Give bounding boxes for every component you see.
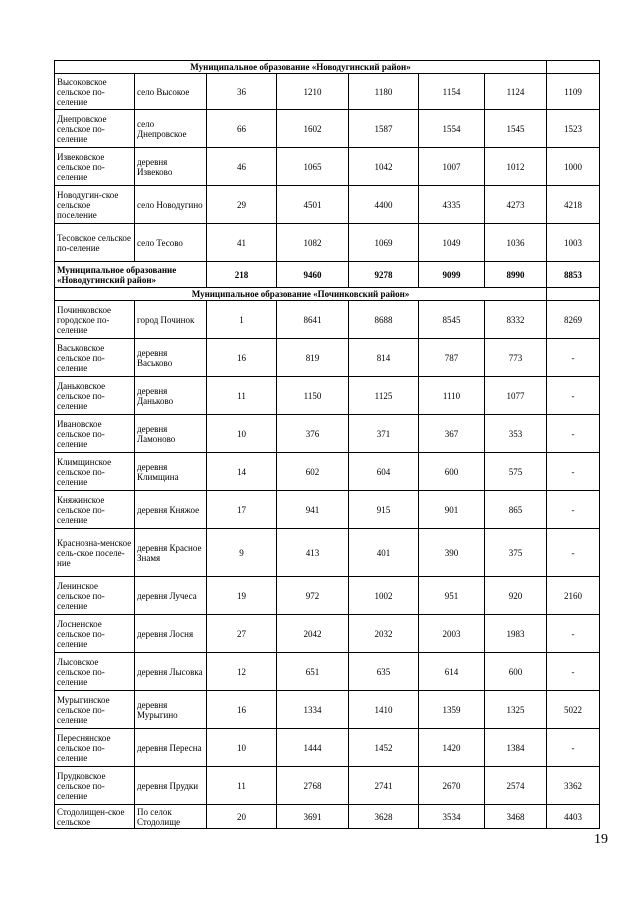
- settlement-name: Переснянское сельское по-селение: [55, 729, 135, 767]
- admin-center: деревня Васьково: [135, 339, 207, 377]
- value-v2: 1410: [349, 691, 419, 729]
- admin-center: село Новодугино: [135, 186, 207, 224]
- section-title: Муниципальное образование «Новодугинский район»: [55, 61, 547, 74]
- value-v5: -: [547, 415, 600, 453]
- value-v3: 951: [419, 577, 485, 615]
- value-v3: 4335: [419, 186, 485, 224]
- table-row: [55, 491, 600, 529]
- table-row: [55, 615, 600, 653]
- value-v5: 8269: [547, 301, 600, 339]
- value-v2: 3628: [349, 805, 419, 829]
- value-v5: -: [547, 453, 600, 491]
- value-v3: 787: [419, 339, 485, 377]
- value-v3: 1154: [419, 74, 485, 110]
- admin-center: деревня Лысовка: [135, 653, 207, 691]
- value-n: 14: [207, 453, 277, 491]
- settlement-name: Новодугин-ское сельское поселение: [55, 186, 135, 224]
- section-header-blank: [547, 288, 600, 301]
- admin-center: деревня Мурыгино: [135, 691, 207, 729]
- value-v2: 814: [349, 339, 419, 377]
- table-row: [55, 110, 600, 148]
- settlement-name: Климщинское сельское по-селение: [55, 453, 135, 491]
- table-row: [55, 453, 600, 491]
- total-v1: 9460: [277, 262, 349, 288]
- total-n: 218: [207, 262, 277, 288]
- admin-center: деревня Лосня: [135, 615, 207, 653]
- value-v4: 3468: [485, 805, 547, 829]
- table-row: [55, 577, 600, 615]
- page-number: 19: [594, 832, 608, 847]
- settlement-name: Мурыгинское сельское по-селение: [55, 691, 135, 729]
- table-row: [55, 529, 600, 577]
- value-v2: 1587: [349, 110, 419, 148]
- table-row: [55, 415, 600, 453]
- value-v5: 3362: [547, 767, 600, 805]
- settlement-name: Тесовское сельское по-селение: [55, 224, 135, 262]
- settlement-name: Извековское сельское по-селение: [55, 148, 135, 186]
- value-v3: 614: [419, 653, 485, 691]
- value-v3: 600: [419, 453, 485, 491]
- total-v2: 9278: [349, 262, 419, 288]
- value-v2: 371: [349, 415, 419, 453]
- section-title: Муниципальное образование «Починковский район»: [55, 288, 547, 301]
- admin-center: село Тесово: [135, 224, 207, 262]
- settlement-name: Васьковское сельское по-селение: [55, 339, 135, 377]
- value-v1: 1065: [277, 148, 349, 186]
- value-v4: 773: [485, 339, 547, 377]
- value-v5: 1003: [547, 224, 600, 262]
- value-n: 36: [207, 74, 277, 110]
- value-v4: 1983: [485, 615, 547, 653]
- value-v1: 1602: [277, 110, 349, 148]
- section-header-row: [55, 288, 600, 301]
- value-n: 29: [207, 186, 277, 224]
- value-v4: 1077: [485, 377, 547, 415]
- value-v5: 5022: [547, 691, 600, 729]
- value-v1: 941: [277, 491, 349, 529]
- value-n: 41: [207, 224, 277, 262]
- table-row: [55, 767, 600, 805]
- value-v3: 1049: [419, 224, 485, 262]
- admin-center: деревня Княжое: [135, 491, 207, 529]
- admin-center: село Днепровское: [135, 110, 207, 148]
- value-v2: 401: [349, 529, 419, 577]
- value-v2: 2741: [349, 767, 419, 805]
- value-v2: 915: [349, 491, 419, 529]
- value-v2: 1452: [349, 729, 419, 767]
- value-v5: -: [547, 615, 600, 653]
- admin-center: деревня Извеково: [135, 148, 207, 186]
- value-n: 16: [207, 339, 277, 377]
- value-n: 9: [207, 529, 277, 577]
- value-n: 20: [207, 805, 277, 829]
- value-v5: -: [547, 529, 600, 577]
- admin-center: деревня Даньково: [135, 377, 207, 415]
- total-row: [55, 262, 600, 288]
- value-v5: -: [547, 339, 600, 377]
- value-v3: 1007: [419, 148, 485, 186]
- admin-center: село Высокое: [135, 74, 207, 110]
- value-v3: 390: [419, 529, 485, 577]
- value-v1: 4501: [277, 186, 349, 224]
- table-row: [55, 691, 600, 729]
- value-v3: 1359: [419, 691, 485, 729]
- table-row: [55, 805, 600, 829]
- value-v3: 3534: [419, 805, 485, 829]
- settlement-name: Высоковское сельское по-селение: [55, 74, 135, 110]
- admin-center: деревня Прудки: [135, 767, 207, 805]
- settlement-name: Лысовское сельское по-селение: [55, 653, 135, 691]
- settlement-name: Днепровское сельское по-селение: [55, 110, 135, 148]
- value-v4: 575: [485, 453, 547, 491]
- value-v2: 635: [349, 653, 419, 691]
- value-v5: -: [547, 491, 600, 529]
- value-v4: 4273: [485, 186, 547, 224]
- admin-center: деревня Лучеса: [135, 577, 207, 615]
- admin-center: деревня Ламоново: [135, 415, 207, 453]
- value-v1: 602: [277, 453, 349, 491]
- value-v4: 1545: [485, 110, 547, 148]
- value-n: 16: [207, 691, 277, 729]
- total-v3: 9099: [419, 262, 485, 288]
- value-v3: 1554: [419, 110, 485, 148]
- value-v5: -: [547, 377, 600, 415]
- table-row: [55, 224, 600, 262]
- value-v1: 819: [277, 339, 349, 377]
- value-v3: 8545: [419, 301, 485, 339]
- value-v2: 2032: [349, 615, 419, 653]
- settlement-name: Княжинское сельское по-селение: [55, 491, 135, 529]
- value-v1: 1444: [277, 729, 349, 767]
- settlement-name: Краснозна-менское сель-ское поселе-ние: [55, 529, 135, 577]
- value-v2: 8688: [349, 301, 419, 339]
- settlement-name: Ивановское сельское по-селение: [55, 415, 135, 453]
- value-v4: 1384: [485, 729, 547, 767]
- value-v3: 2670: [419, 767, 485, 805]
- value-v1: 1150: [277, 377, 349, 415]
- settlement-name: Ленинское сельское по-селение: [55, 577, 135, 615]
- value-v5: 1109: [547, 74, 600, 110]
- value-v2: 1180: [349, 74, 419, 110]
- value-v5: 1000: [547, 148, 600, 186]
- value-v4: 2574: [485, 767, 547, 805]
- table-row: [55, 301, 600, 339]
- value-v3: 1110: [419, 377, 485, 415]
- value-v4: 865: [485, 491, 547, 529]
- section-header-row: [55, 61, 600, 74]
- value-v3: 2003: [419, 615, 485, 653]
- total-label: Муниципальное образование «Новодугинский район»: [55, 262, 207, 288]
- value-v1: 413: [277, 529, 349, 577]
- value-n: 1: [207, 301, 277, 339]
- value-v2: 1125: [349, 377, 419, 415]
- table-row: [55, 377, 600, 415]
- value-v2: 1069: [349, 224, 419, 262]
- value-v5: 4403: [547, 805, 600, 829]
- total-v5: 8853: [547, 262, 600, 288]
- value-v1: 972: [277, 577, 349, 615]
- admin-center: деревня Красное Знамя: [135, 529, 207, 577]
- value-v4: 353: [485, 415, 547, 453]
- admin-center: По селок Стодолище: [135, 805, 207, 829]
- settlement-name: Прудковское сельское по-селение: [55, 767, 135, 805]
- value-n: 19: [207, 577, 277, 615]
- settlement-name: Починковское городское по-селение: [55, 301, 135, 339]
- settlement-name: Лосненское сельское по-селение: [55, 615, 135, 653]
- value-v1: 1334: [277, 691, 349, 729]
- value-v1: 2042: [277, 615, 349, 653]
- value-n: 10: [207, 415, 277, 453]
- table-row: [55, 148, 600, 186]
- value-v3: 367: [419, 415, 485, 453]
- value-v2: 4400: [349, 186, 419, 224]
- admin-center: город Починок: [135, 301, 207, 339]
- settlement-name: Даньковское сельское по-селение: [55, 377, 135, 415]
- value-v4: 1124: [485, 74, 547, 110]
- value-v3: 1420: [419, 729, 485, 767]
- value-v1: 1082: [277, 224, 349, 262]
- value-n: 11: [207, 377, 277, 415]
- value-v2: 1002: [349, 577, 419, 615]
- value-v3: 901: [419, 491, 485, 529]
- value-n: 27: [207, 615, 277, 653]
- table-row: [55, 339, 600, 377]
- settlement-name: Стодолищен-ское сельское: [55, 805, 135, 829]
- table-row: [55, 74, 600, 110]
- value-v4: 1036: [485, 224, 547, 262]
- value-v1: 3691: [277, 805, 349, 829]
- section-header-blank: [547, 61, 600, 74]
- value-v4: 600: [485, 653, 547, 691]
- value-n: 10: [207, 729, 277, 767]
- value-v5: 4218: [547, 186, 600, 224]
- value-v4: 8332: [485, 301, 547, 339]
- table-row: [55, 729, 600, 767]
- value-v4: 1012: [485, 148, 547, 186]
- value-n: 17: [207, 491, 277, 529]
- value-v1: 376: [277, 415, 349, 453]
- value-v2: 604: [349, 453, 419, 491]
- value-n: 11: [207, 767, 277, 805]
- value-v5: 1523: [547, 110, 600, 148]
- value-n: 66: [207, 110, 277, 148]
- admin-center: деревня Пересна: [135, 729, 207, 767]
- value-v5: -: [547, 653, 600, 691]
- value-v4: 1325: [485, 691, 547, 729]
- total-v4: 8990: [485, 262, 547, 288]
- table-row: [55, 653, 600, 691]
- value-v1: 8641: [277, 301, 349, 339]
- value-v1: 1210: [277, 74, 349, 110]
- value-v1: 651: [277, 653, 349, 691]
- value-v5: 2160: [547, 577, 600, 615]
- value-v2: 1042: [349, 148, 419, 186]
- value-v4: 375: [485, 529, 547, 577]
- population-table: [54, 60, 600, 829]
- value-v4: 920: [485, 577, 547, 615]
- value-v5: -: [547, 729, 600, 767]
- table-row: [55, 186, 600, 224]
- value-n: 12: [207, 653, 277, 691]
- admin-center: деревня Климщина: [135, 453, 207, 491]
- value-v1: 2768: [277, 767, 349, 805]
- value-n: 46: [207, 148, 277, 186]
